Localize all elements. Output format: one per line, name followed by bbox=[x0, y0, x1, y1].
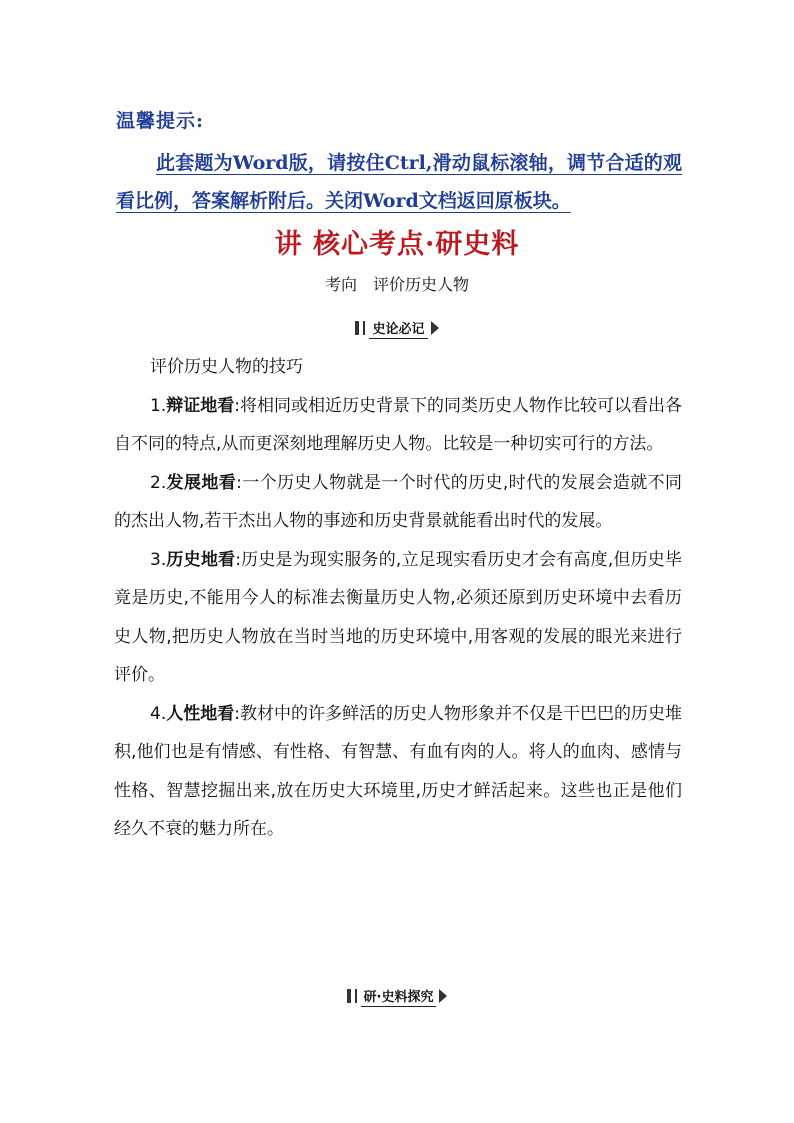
item-term: 人性地看 bbox=[166, 703, 235, 724]
technique-item bbox=[114, 695, 682, 849]
tip-body: 此套题为Word版，请按住Ctrl,滑动鼠标滚轴，调节合适的观看比例，答案解析附后。关闭Word文档返回原板块。 bbox=[116, 152, 682, 212]
section-banner-history-notes bbox=[0, 318, 794, 339]
item-number: 4. bbox=[150, 703, 167, 724]
item-term: 发展地看 bbox=[166, 472, 237, 493]
intro-paragraph: 评价历史人物的技巧 bbox=[150, 357, 303, 377]
technique-item bbox=[114, 387, 682, 464]
item-text: :历史是为现实服务的,立足现实看历史才会有高度,但历史毕竟是历史,不能用今人的标准去衡量历史人物,必须还原到历史环境中去看历史人物,把历史人物放在当时当地的历史环境中,用客观的发展的眼光来进行评价。 bbox=[114, 549, 682, 685]
triangle-right-icon bbox=[431, 321, 439, 335]
banner-label: 史论必记 bbox=[369, 318, 427, 339]
topic-subtitle bbox=[0, 272, 794, 295]
tip-heading: 温馨提示: bbox=[116, 110, 205, 132]
section-banner-source-study bbox=[0, 986, 794, 1007]
banner-bar-icon bbox=[363, 321, 365, 335]
item-text: :教材中的许多鲜活的历史人物形象并不仅是干巴巴的历史堆积,他们也是有情感、有性格、有智慧、有血有肉的人。将人的血肉、感情与性格、智慧挖掘出来,放在历史大环境里,历史才鲜活起来。这些也正是他们经久不衰的魅力所在。 bbox=[114, 703, 683, 839]
banner-label: 研·史料探究 bbox=[361, 986, 437, 1007]
item-text: :将相同或相近历史背景下的同类历史人物作比较可以看出各自不同的特点,从而更深刻地理解历史人物。比较是一种切实可行的方法。 bbox=[114, 395, 683, 454]
item-term: 历史地看 bbox=[166, 549, 236, 570]
item-number: 3. bbox=[150, 549, 167, 570]
topic-prefix: 考向 bbox=[324, 275, 357, 294]
item-term: 辩证地看 bbox=[166, 395, 235, 416]
banner-bar-icon bbox=[347, 989, 351, 1003]
section-title: 讲 核心考点·研史料 bbox=[274, 229, 520, 260]
item-number: 2. bbox=[150, 472, 167, 493]
content-body bbox=[114, 348, 682, 849]
item-number: 1. bbox=[150, 395, 167, 416]
topic-text: 评价历史人物 bbox=[373, 275, 470, 294]
banner-bar-icon bbox=[355, 321, 359, 335]
item-text: :一个历史人物就是一个时代的历史,时代的发展会造就不同的杰出人物,若干杰出人物的事迹和历史背景就能看出时代的发展。 bbox=[114, 472, 682, 531]
triangle-right-icon bbox=[439, 989, 447, 1003]
technique-item bbox=[114, 541, 682, 695]
technique-item bbox=[114, 464, 682, 541]
banner-bar-icon bbox=[355, 989, 357, 1003]
